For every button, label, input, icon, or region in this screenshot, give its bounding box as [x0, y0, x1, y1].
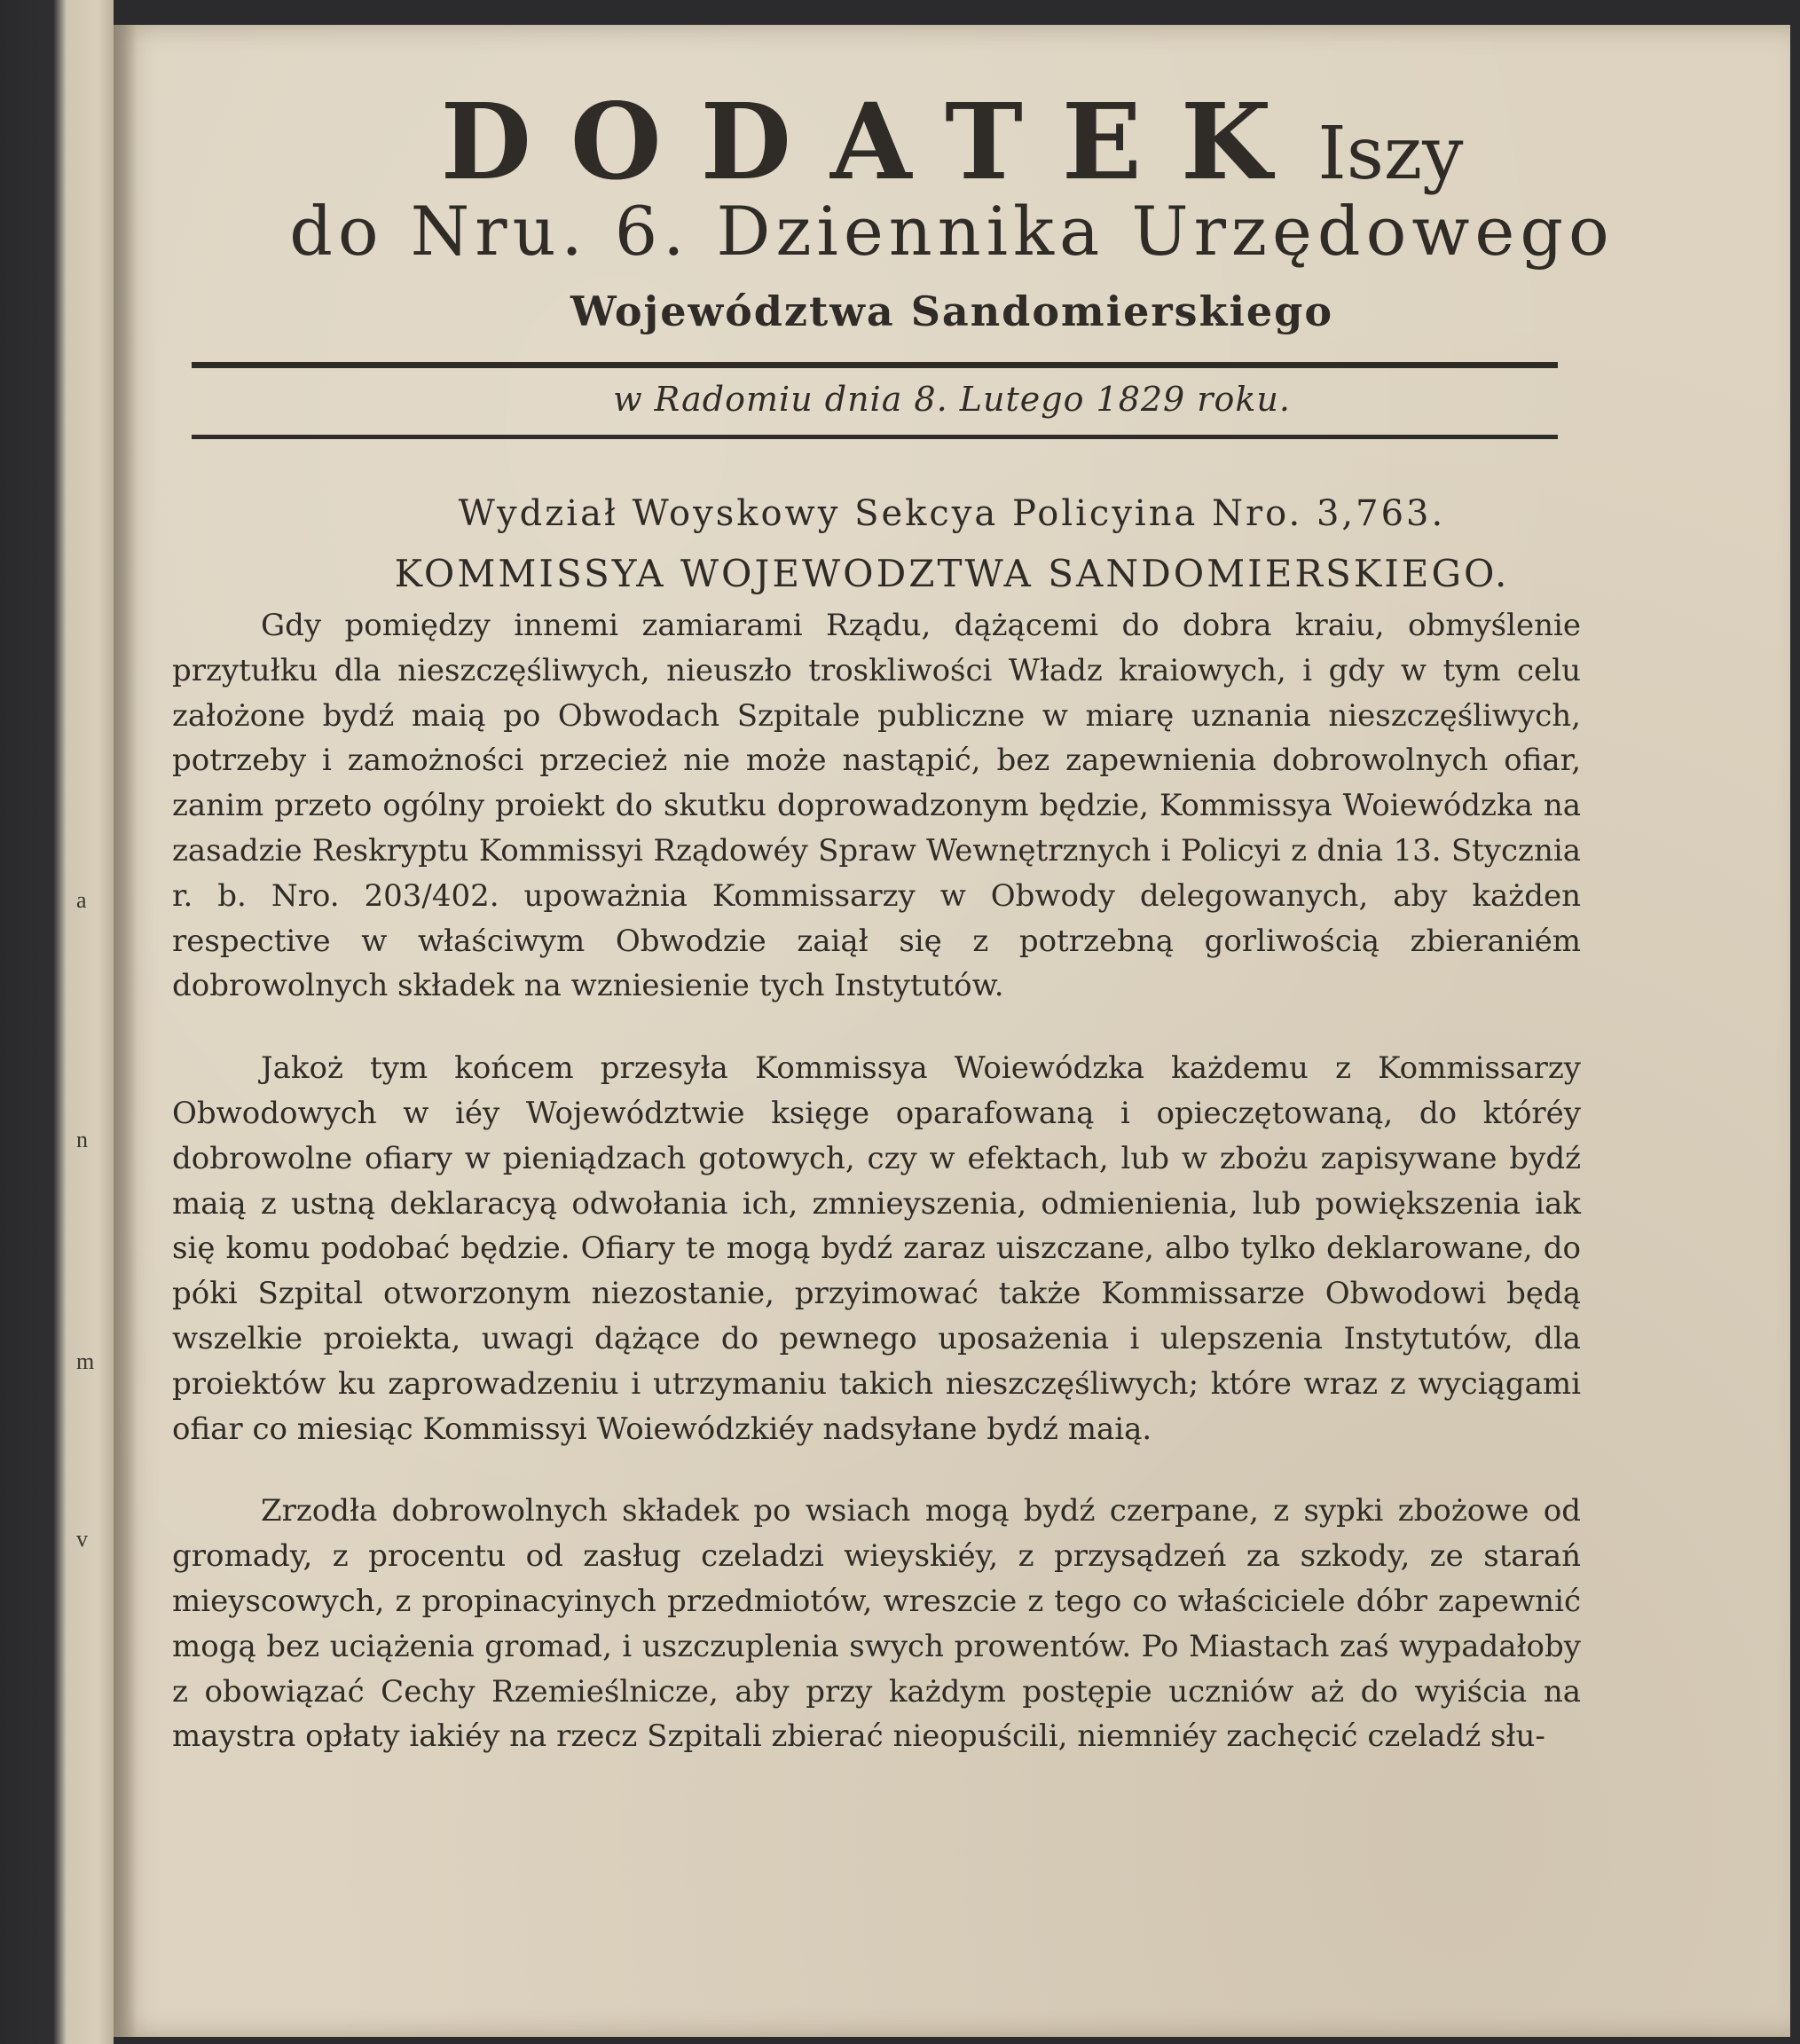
- header-rule-bottom: [192, 435, 1558, 439]
- document-body: [172, 603, 1581, 1759]
- document-page: [114, 25, 1790, 2037]
- margin-mark: v: [76, 1526, 88, 1552]
- paragraph: Jakoż tym końcem przesyła Kommissya Woiewódzka każdemu z Kommissarzy Obwodowych w iéy Województwie księge oparafowaną i opieczętowaną, do któréy dobrowolne ofiary w pieniądzach gotowych, czy w efektach, lub w zbożu zapisywane bydź maią z ustną deklaracyą odwołania ich, zmnieyszenia, odmienienia, lub powiększenia iak się komu podobać będzie. Ofiary te mogą bydź zaraz uiszczane, albo tylko deklarowane, do póki Szpital otworzonym niezostanie, przyimować także Kommissarze Obwodowi będą wszelkie proiekta, uwagi dążące do pewnego uposażenia i ulepszenia Instytutów, dla proiektów ku zaprowadzeniu i utrzymaniu takich nieszczęśliwych; które wraz z wyciągami ofiar co miesiąc Kommissyi Woiewódzkiéy nadsyłane bydź maią.: [172, 1050, 1581, 1447]
- header-rule-top: [192, 362, 1558, 368]
- margin-mark: m: [76, 1348, 95, 1374]
- paragraph: Zrzodła dobrowolnych składek po wsiach mogą bydź czerpane, z sypki zbożowe od gromady, z procentu od zasług czeladzi wieyskiéy, z przysądzeń za szkody, ze starań mieyscowych, z propinacyinych przedmiotów, wreszcie z tego co właściciele dóbr zapewnić mogą bez uciążenia gromad, i uszczuplenia swych prowentów. Po Miastach zaś wypadałoby z obowiązać Cechy Rzemieślnicze, aby przy każdym postępie uczniów aż do wyiścia na maystra opłaty iakiéy na rzecz Szpitali zbierać nieopuścili, niemniéy zachęcić czeladź słu-: [172, 1493, 1581, 1755]
- title-suffix: Iszy: [1317, 112, 1464, 196]
- title-main: DODATEK: [440, 80, 1311, 203]
- document-title: [114, 80, 1790, 203]
- paragraph: Gdy pomiędzy innemi zamiarami Rządu, dążącemi do dobra kraiu, obmyślenie przytułku dla nieszczęśliwych, nieuszło troskliwości Władz kraiowych, i gdy w tym celu założone bydź maią po Obwodach Szpitale publiczne w miarę uznania nieszczęśliwych, potrzeby i zamożności przecież nie może nastąpić, bez zapewnienia dobrowolnych ofiar, zanim przeto ogólny proiekt do skutku doprowadzonym będzie, Kommissya Woiewódzka na zasadzie Reskryptu Kommissyi Rządowéy Spraw Wewnętrznych i Policyi z dnia 13. Stycznia r. b. Nro. 203/402. upoważnia Kommissarzy w Obwody delegowanych, aby każden respective w właściwym Obwodzie zaiął się z potrzebną gorliwością zbieraniém dobrowolnych składek na wzniesienie tych Instytutów.: [172, 608, 1581, 1004]
- document-subtitle: do Nru. 6. Dziennika Urzędowego: [289, 192, 1615, 271]
- document-region: Województwa Sandomierskiego: [570, 287, 1334, 335]
- section-heading: Wydział Woyskowy Sekcya Policyina Nro. 3,763.: [458, 493, 1446, 534]
- margin-mark: n: [76, 1127, 88, 1152]
- dateline: w Radomiu dnia 8. Lutego 1829 roku.: [613, 380, 1291, 419]
- authority-heading: KOMMISSYA WOJEWODZTWA SANDOMIERSKIEGO.: [394, 552, 1510, 595]
- previous-page-edge: [0, 0, 114, 2044]
- margin-mark: a: [76, 887, 87, 913]
